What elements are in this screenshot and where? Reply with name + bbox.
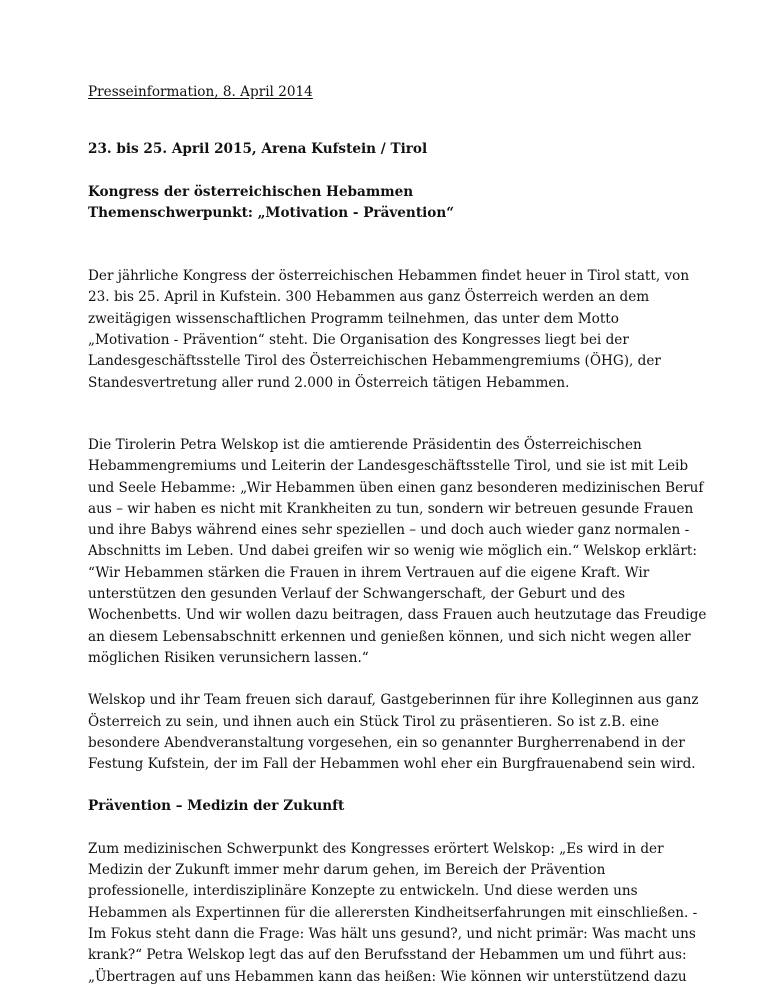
paragraph-line: aus – wir haben es nicht mit Krankheiten zu tun, sondern wir betreuen gesunde Frauen: [88, 500, 694, 517]
paragraph-welskop: [88, 435, 707, 669]
paragraph-line: Welskop und ihr Team freuen sich darauf, Gastgeberinnen für ihre Kolleginnen aus ganz: [88, 692, 699, 709]
paragraph-line: Standesvertretung aller rund 2.000 in Österreich tätigen Hebammen.: [88, 374, 570, 391]
paragraph-line: und ihre Babys während eines sehr speziellen – und doch auch wieder ganz normalen -: [88, 522, 690, 539]
paragraph-line: „Übertragen auf uns Hebammen kann das heißen: Wie können wir unterstützend dazu: [88, 968, 687, 985]
paragraph-line: Festung Kufstein, der im Fall der Hebammen wohl eher ein Burgfrauenabend sein wird.: [88, 756, 696, 773]
paragraph-line: Zum medizinischen Schwerpunkt des Kongresses erörtert Welskop: „Es wird in der: [88, 840, 664, 857]
paragraph-line: Hebammen als Expertinnen für die allerersten Kindheitserfahrungen mit einschließen. -: [88, 904, 698, 921]
document-body: [88, 82, 707, 988]
paragraph-line: an diesem Lebensabschnitt erkennen und genießen können, und sich nicht wegen aller: [88, 628, 691, 645]
paragraph-line: Der jährliche Kongress der österreichischen Hebammen findet heuer in Tirol statt, von: [88, 268, 690, 285]
title-line-2: Themenschwerpunkt: „Motivation - Prävention“: [88, 204, 455, 221]
paragraph-line: professionelle, interdisziplinäre Konzepte zu entwickeln. Und diese werden uns: [88, 883, 638, 900]
title-line-1: Kongress der österreichischen Hebammen: [88, 183, 414, 200]
paragraph-line: zweitägigen wissenschaftlichen Programm teilnehmen, das unter dem Motto: [88, 310, 619, 327]
event-date-location: 23. bis 25. April 2015, Arena Kufstein / Tirol: [88, 141, 428, 158]
section-heading: Prävention – Medizin der Zukunft: [88, 798, 345, 815]
paragraph-line: Landesgeschäftsstelle Tirol des Österreichischen Hebammengremiums (ÖHG), der: [88, 353, 661, 370]
paragraph-line: krank?“ Petra Welskop legt das auf den Berufsstand der Hebammen um und führt aus:: [88, 947, 687, 964]
paragraph-line: Wochenbetts. Und wir wollen dazu beitragen, dass Frauen auch heutzutage das Freudige: [88, 607, 707, 624]
paragraph-line: 23. bis 25. April in Kufstein. 300 Hebammen aus ganz Österreich werden an dem: [88, 289, 650, 306]
paragraph-line: unterstützen den gesunden Verlauf der Schwangerschaft, der Geburt und des: [88, 586, 626, 603]
paragraph-prevention: [88, 839, 698, 988]
paragraph-line: Hebammengremiums und Leiterin der Landesgeschäftsstelle Tirol, und sie ist mit Leib: [88, 458, 689, 475]
paragraph-line: besondere Abendveranstaltung vorgesehen, ein so genannter Burgherrenabend in der: [88, 734, 685, 751]
document-title: [88, 182, 678, 225]
paragraph-line: “Wir Hebammen stärken die Frauen in ihrem Vertrauen auf die eigene Kraft. Wir: [88, 564, 650, 581]
paragraph-line: Österreich zu sein, und ihnen auch ein Stück Tirol zu präsentieren. So ist z.B. eine: [88, 713, 660, 730]
press-info-line: Presseinformation, 8. April 2014: [88, 84, 313, 100]
paragraph-intro: [88, 266, 690, 394]
paragraph-line: „Motivation - Prävention“ steht. Die Organisation des Kongresses liegt bei der: [88, 332, 629, 349]
paragraph-team: [88, 690, 699, 775]
paragraph-line: und Seele Hebamme: „Wir Hebammen üben einen ganz besonderen medizinischen Beruf: [88, 479, 704, 496]
paragraph-line: Abschnitts im Leben. Und dabei greifen wir so wenig wie möglich ein.“ Welskop erklärt:: [88, 543, 697, 560]
paragraph-line: Im Fokus steht dann die Frage: Was hält uns gesund?, und nicht primär: Was macht uns: [88, 925, 696, 942]
paragraph-line: Die Tirolerin Petra Welskop ist die amtierende Präsidentin des Österreichischen: [88, 436, 642, 453]
paragraph-line: möglichen Risiken verunsichern lassen.“: [88, 649, 369, 666]
paragraph-line: Medizin der Zukunft immer mehr darum gehen, im Bereich der Prävention: [88, 862, 606, 879]
